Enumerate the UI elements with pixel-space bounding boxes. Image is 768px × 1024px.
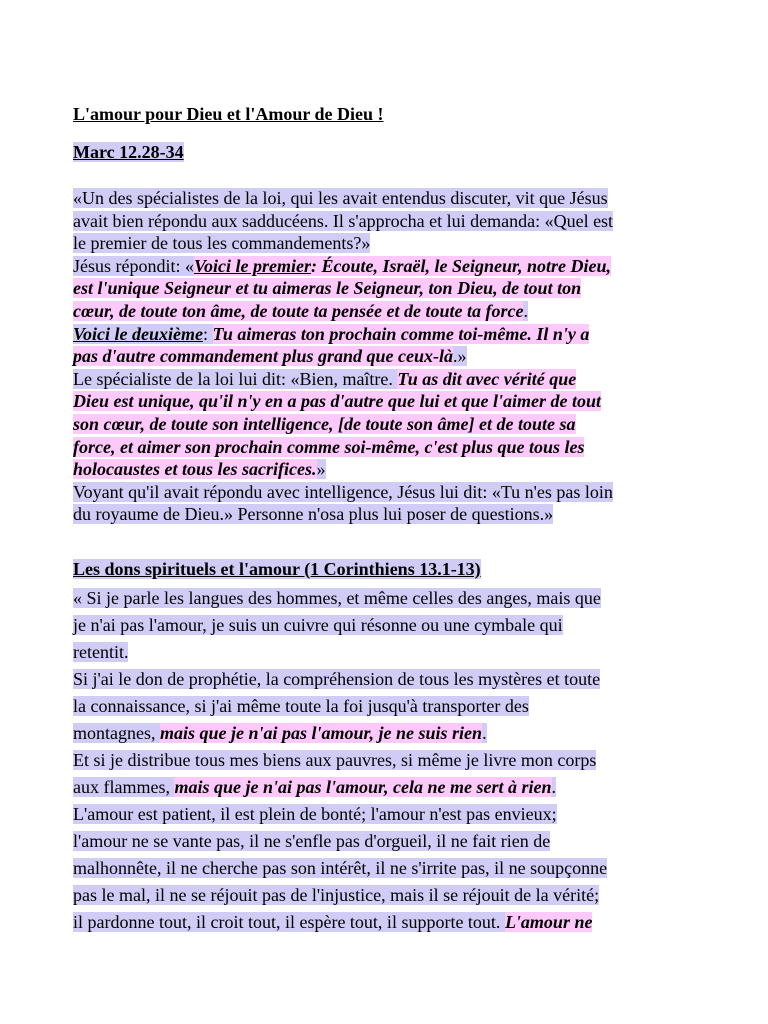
highlighted-text: .: [482, 722, 487, 743]
text-line: [73, 909, 698, 936]
text-line: [73, 801, 698, 828]
highlighted-emphasis: cœur, de toute ton âme, de toute ta pensée et de toute ta force: [73, 300, 524, 321]
highlighted-text: :: [202, 323, 213, 344]
highlighted-text: L'amour est patient, il est plein de bonté; l'amour n'est pas envieux;: [73, 803, 557, 824]
passage-mark: [73, 187, 698, 526]
text-line: [73, 436, 698, 459]
text-line: [73, 855, 698, 882]
highlighted-emphasis: pas d'autre commandement plus grand que ceux-là: [73, 346, 454, 367]
highlighted-emphasis: : Écoute, Israël, le Seigneur, notre Dieu,: [310, 255, 611, 276]
highlighted-text: du royaume de Dieu.» Personne n'osa plus lui poser de questions.»: [73, 504, 554, 525]
highlighted-text: il pardonne tout, il croit tout, il espère tout, il supporte tout.: [73, 911, 505, 932]
text-line: [73, 210, 698, 233]
highlighted-text: malhonnête, il ne cherche pas son intérêt, il ne s'irrite pas, il ne soupçonne: [73, 857, 608, 878]
text-line: [73, 187, 698, 210]
highlighted-text: Voyant qu'il avait répondu avec intelligence, Jésus lui dit: «Tu n'es pas loin: [73, 481, 613, 502]
text-line: [73, 693, 698, 720]
document-page: [73, 102, 698, 936]
text-line: [73, 720, 698, 747]
text-line: [73, 255, 698, 278]
text-line: [73, 481, 698, 504]
text-line: [73, 503, 698, 526]
text-line: [73, 323, 698, 346]
text-line: [73, 458, 698, 481]
highlighted-text: .»: [453, 346, 467, 367]
highlighted-text: le premier de tous les commandements?»: [73, 233, 371, 254]
highlighted-text: la connaissance, si j'ai même toute la foi jusqu'à transporter des: [73, 695, 529, 716]
highlighted-emphasis: mais que je n'ai pas l'amour, je ne suis rien: [160, 722, 483, 743]
highlighted-text: »: [316, 459, 326, 480]
text-line: [73, 774, 698, 801]
highlighted-text: retentit.: [73, 641, 129, 662]
highlighted-text: aux flammes,: [73, 776, 175, 797]
text-line: [73, 666, 698, 693]
highlighted-emphasis: force, et aimer son prochain comme soi-même, c'est plus que tous les: [73, 436, 585, 457]
highlighted-emphasis: son cœur, de toute son intelligence, [de toute son âme] et de toute sa: [73, 413, 576, 434]
highlighted-emphasis: mais que je n'ai pas l'amour, cela ne me sert à rien: [174, 776, 552, 797]
passage-corinthians: [73, 585, 698, 936]
text-line: [73, 277, 698, 300]
highlighted-emphasis: holocaustes et tous les sacrifices.: [73, 459, 317, 480]
text-line: [73, 390, 698, 413]
text-line: [73, 300, 698, 323]
text-line: [73, 747, 698, 774]
highlighted-text: je n'ai pas l'amour, je suis un cuivre qui résonne ou une cymbale qui: [73, 614, 563, 635]
highlighted-text: .: [551, 776, 556, 797]
highlighted-emphasis: Tu as dit avec vérité que: [397, 368, 577, 389]
document-title: L'amour pour Dieu et l'Amour de Dieu !: [73, 104, 384, 124]
highlighted-text: « Si je parle les langues des hommes, et même celles des anges, mais que: [73, 587, 601, 608]
highlighted-text: .: [523, 300, 528, 321]
highlighted-emphasis: Voici le premier: [194, 255, 311, 276]
highlighted-text: Jésus répondit: «: [73, 255, 194, 276]
section-title-text: Les dons spirituels et l'amour (1 Corinthiens 13.1-13): [73, 558, 481, 579]
text-line: [73, 882, 698, 909]
highlighted-text: «Un des spécialistes de la loi, qui les avait entendus discuter, vit que Jésus: [73, 188, 608, 208]
text-line: [73, 612, 698, 639]
text-line: [73, 345, 698, 368]
highlighted-emphasis: Tu aimeras ton prochain comme toi-même. Il n'y a: [212, 323, 590, 344]
scripture-reference: [73, 140, 698, 164]
scripture-reference-text: Marc 12.28-34: [73, 142, 184, 162]
highlighted-emphasis: L'amour ne: [504, 911, 593, 932]
highlighted-text: Voici le deuxième: [73, 323, 203, 344]
text-line: [73, 639, 698, 666]
highlighted-text: avait bien répondu aux sadducéens. Il s'approcha et lui demanda: «Quel est: [73, 210, 614, 231]
text-line: [73, 368, 698, 391]
highlighted-text: pas le mal, il ne se réjouit pas de l'injustice, mais il se réjouit de la vérité;: [73, 884, 600, 905]
text-line: [73, 585, 698, 612]
highlighted-text: Le spécialiste de la loi lui dit: «Bien, maître.: [73, 368, 398, 389]
text-line: [73, 413, 698, 436]
highlighted-text: Si j'ai le don de prophétie, la compréhension de tous les mystères et toute: [73, 668, 601, 689]
highlighted-text: l'amour ne se vante pas, il ne s'enfle pas d'orgueil, il ne fait rien de: [73, 830, 551, 851]
highlighted-text: Et si je distribue tous mes biens aux pauvres, si même je livre mon corps: [73, 749, 597, 770]
text-line: [73, 828, 698, 855]
text-line: [73, 232, 698, 255]
highlighted-emphasis: est l'unique Seigneur et tu aimeras le Seigneur, ton Dieu, de tout ton: [73, 278, 582, 299]
section-title: [73, 557, 698, 581]
highlighted-text: montagnes,: [73, 722, 160, 743]
highlighted-emphasis: Dieu est unique, qu'il n'y en a pas d'autre que lui et que l'aimer de tout: [73, 391, 602, 412]
